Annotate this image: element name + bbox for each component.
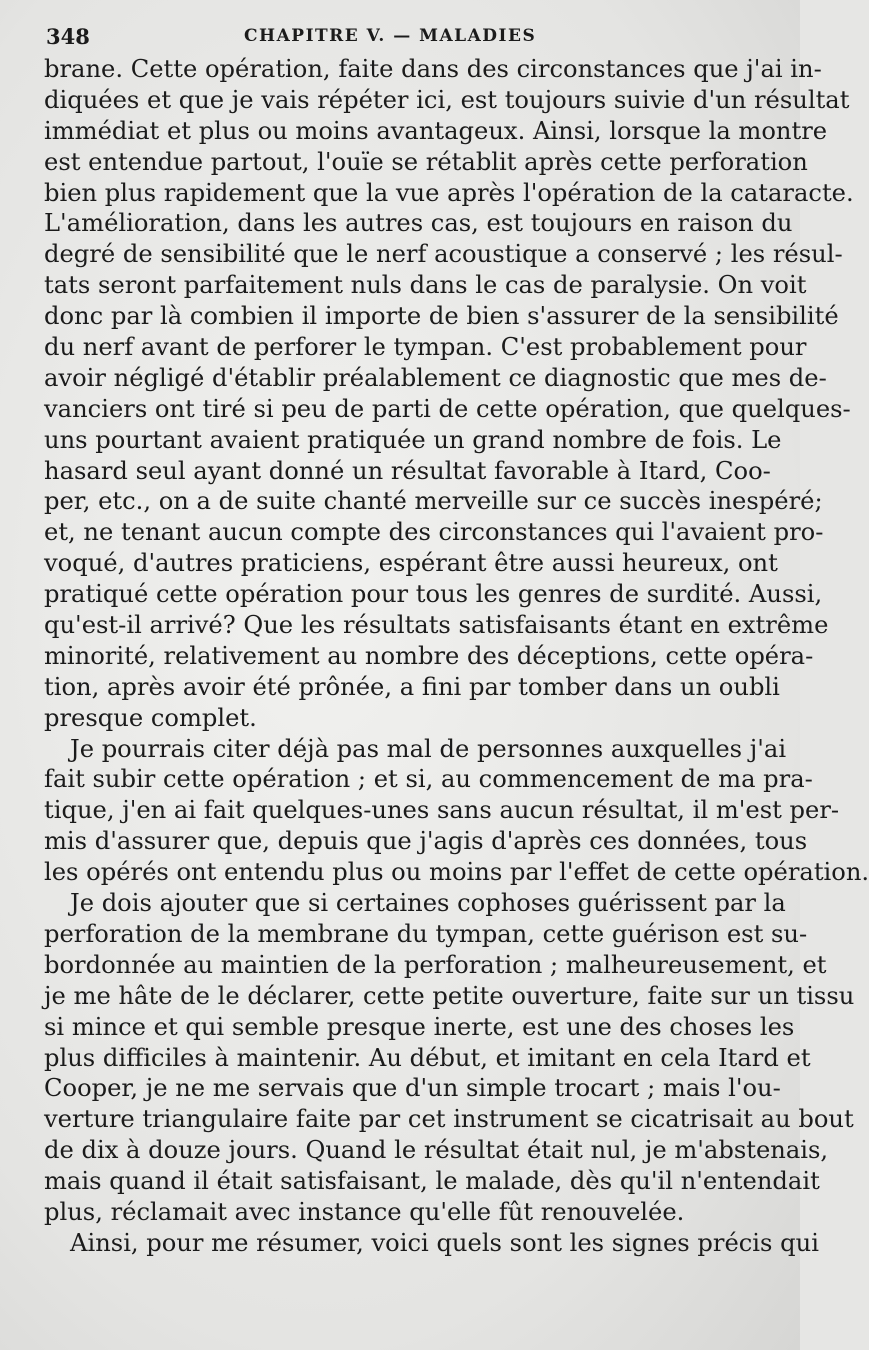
text-line: Cooper, je ne me servais que d'un simple trocart ; mais l'ou-	[44, 1074, 781, 1103]
text-line: tats seront parfaitement nuls dans le cas de paralysie. On voit	[44, 271, 807, 300]
text-line: hasard seul ayant donné un résultat favorable à Itard, Coo-	[44, 456, 771, 485]
text-line: L'amélioration, dans les autres cas, est toujours en raison du	[44, 209, 793, 238]
text-line: du nerf avant de perforer le tympan. C'est probablement pour	[44, 333, 807, 362]
text-line: si mince et qui semble presque inerte, est une des choses les	[44, 1012, 795, 1041]
text-line: perforation de la membrane du tympan, cette guérison est su-	[44, 919, 808, 948]
text-line: vanciers ont tiré si peu de parti de cette opération, que quelques-	[44, 394, 851, 423]
chapter-title: CHAPITRE V. — MALADIES	[244, 26, 537, 46]
paragraph	[44, 54, 854, 734]
text-line: fait subir cette opération ; et si, au commencement de ma pra-	[44, 765, 813, 794]
paragraph	[44, 734, 869, 888]
text-line: verture triangulaire faite par cet instrument se cicatrisait au bout	[44, 1105, 854, 1134]
text-line: voqué, d'autres praticiens, espérant être aussi heureux, ont	[44, 549, 778, 578]
text-line: bordonnée au maintien de la perforation ; malheureusement, et	[44, 950, 827, 979]
text-line: les opérés ont entendu plus ou moins par l'effet de cette opération.	[44, 858, 869, 887]
text-line: mis d'assurer que, depuis que j'agis d'après ces données, tous	[44, 827, 808, 856]
text-line: Ainsi, pour me résumer, voici quels sont les signes précis qui	[70, 1228, 819, 1257]
text-line: plus, réclamait avec instance qu'elle fût renouvelée.	[44, 1197, 685, 1226]
text-line: pratiqué cette opération pour tous les genres de surdité. Aussi,	[44, 580, 823, 609]
text-line: immédiat et plus ou moins avantageux. Ainsi, lorsque la montre	[44, 116, 828, 145]
text-line: et, ne tenant aucun compte des circonstances qui l'avaient pro-	[44, 518, 824, 547]
text-line: qu'est-il arrivé? Que les résultats satisfaisants étant en extrême	[44, 611, 829, 640]
text-line: est entendue partout, l'ouïe se rétablit après cette perforation	[44, 147, 808, 176]
text-line: tique, j'en ai fait quelques-unes sans aucun résultat, il m'est per-	[44, 796, 840, 825]
text-line: donc par là combien il importe de bien s'assurer de la sensibilité	[44, 302, 839, 331]
text-line: de dix à douze jours. Quand le résultat était nul, je m'abstenais,	[44, 1136, 829, 1165]
text-line: minorité, relativement au nombre des déceptions, cette opéra-	[44, 641, 814, 670]
text-line: diquées et que je vais répéter ici, est toujours suivie d'un résultat	[44, 85, 850, 114]
page-number: 348	[46, 24, 90, 49]
text-line: per, etc., on a de suite chanté merveille sur ce succès inespéré;	[44, 487, 823, 516]
text-line: avoir négligé d'établir préalablement ce diagnostic que mes de-	[44, 363, 827, 392]
text-line: tion, après avoir été prônée, a fini par tomber dans un oubli	[44, 672, 780, 701]
text-line: plus difficiles à maintenir. Au début, et imitant en cela Itard et	[44, 1043, 811, 1072]
text-line: Je pourrais citer déjà pas mal de personnes auxquelles j'ai	[70, 734, 787, 763]
running-head	[44, 14, 756, 54]
text-line: bien plus rapidement que la vue après l'opération de la cataracte.	[44, 178, 854, 207]
text-line: degré de sensibilité que le nerf acoustique a conservé ; les résul-	[44, 240, 843, 269]
text-line: brane. Cette opération, faite dans des circonstances que j'ai in-	[44, 55, 822, 83]
paragraph	[44, 888, 855, 1228]
paragraph	[44, 1228, 819, 1259]
text-line: uns pourtant avaient pratiquée un grand nombre de fois. Le	[44, 425, 782, 454]
text-line: je me hâte de le déclarer, cette petite ouverture, faite sur un tissu	[44, 981, 855, 1010]
body-text	[44, 54, 869, 1259]
text-line: Je dois ajouter que si certaines cophoses guérissent par la	[70, 889, 786, 918]
text-line: mais quand il était satisfaisant, le malade, dès qu'il n'entendait	[44, 1167, 820, 1196]
text-line: presque complet.	[44, 703, 257, 732]
